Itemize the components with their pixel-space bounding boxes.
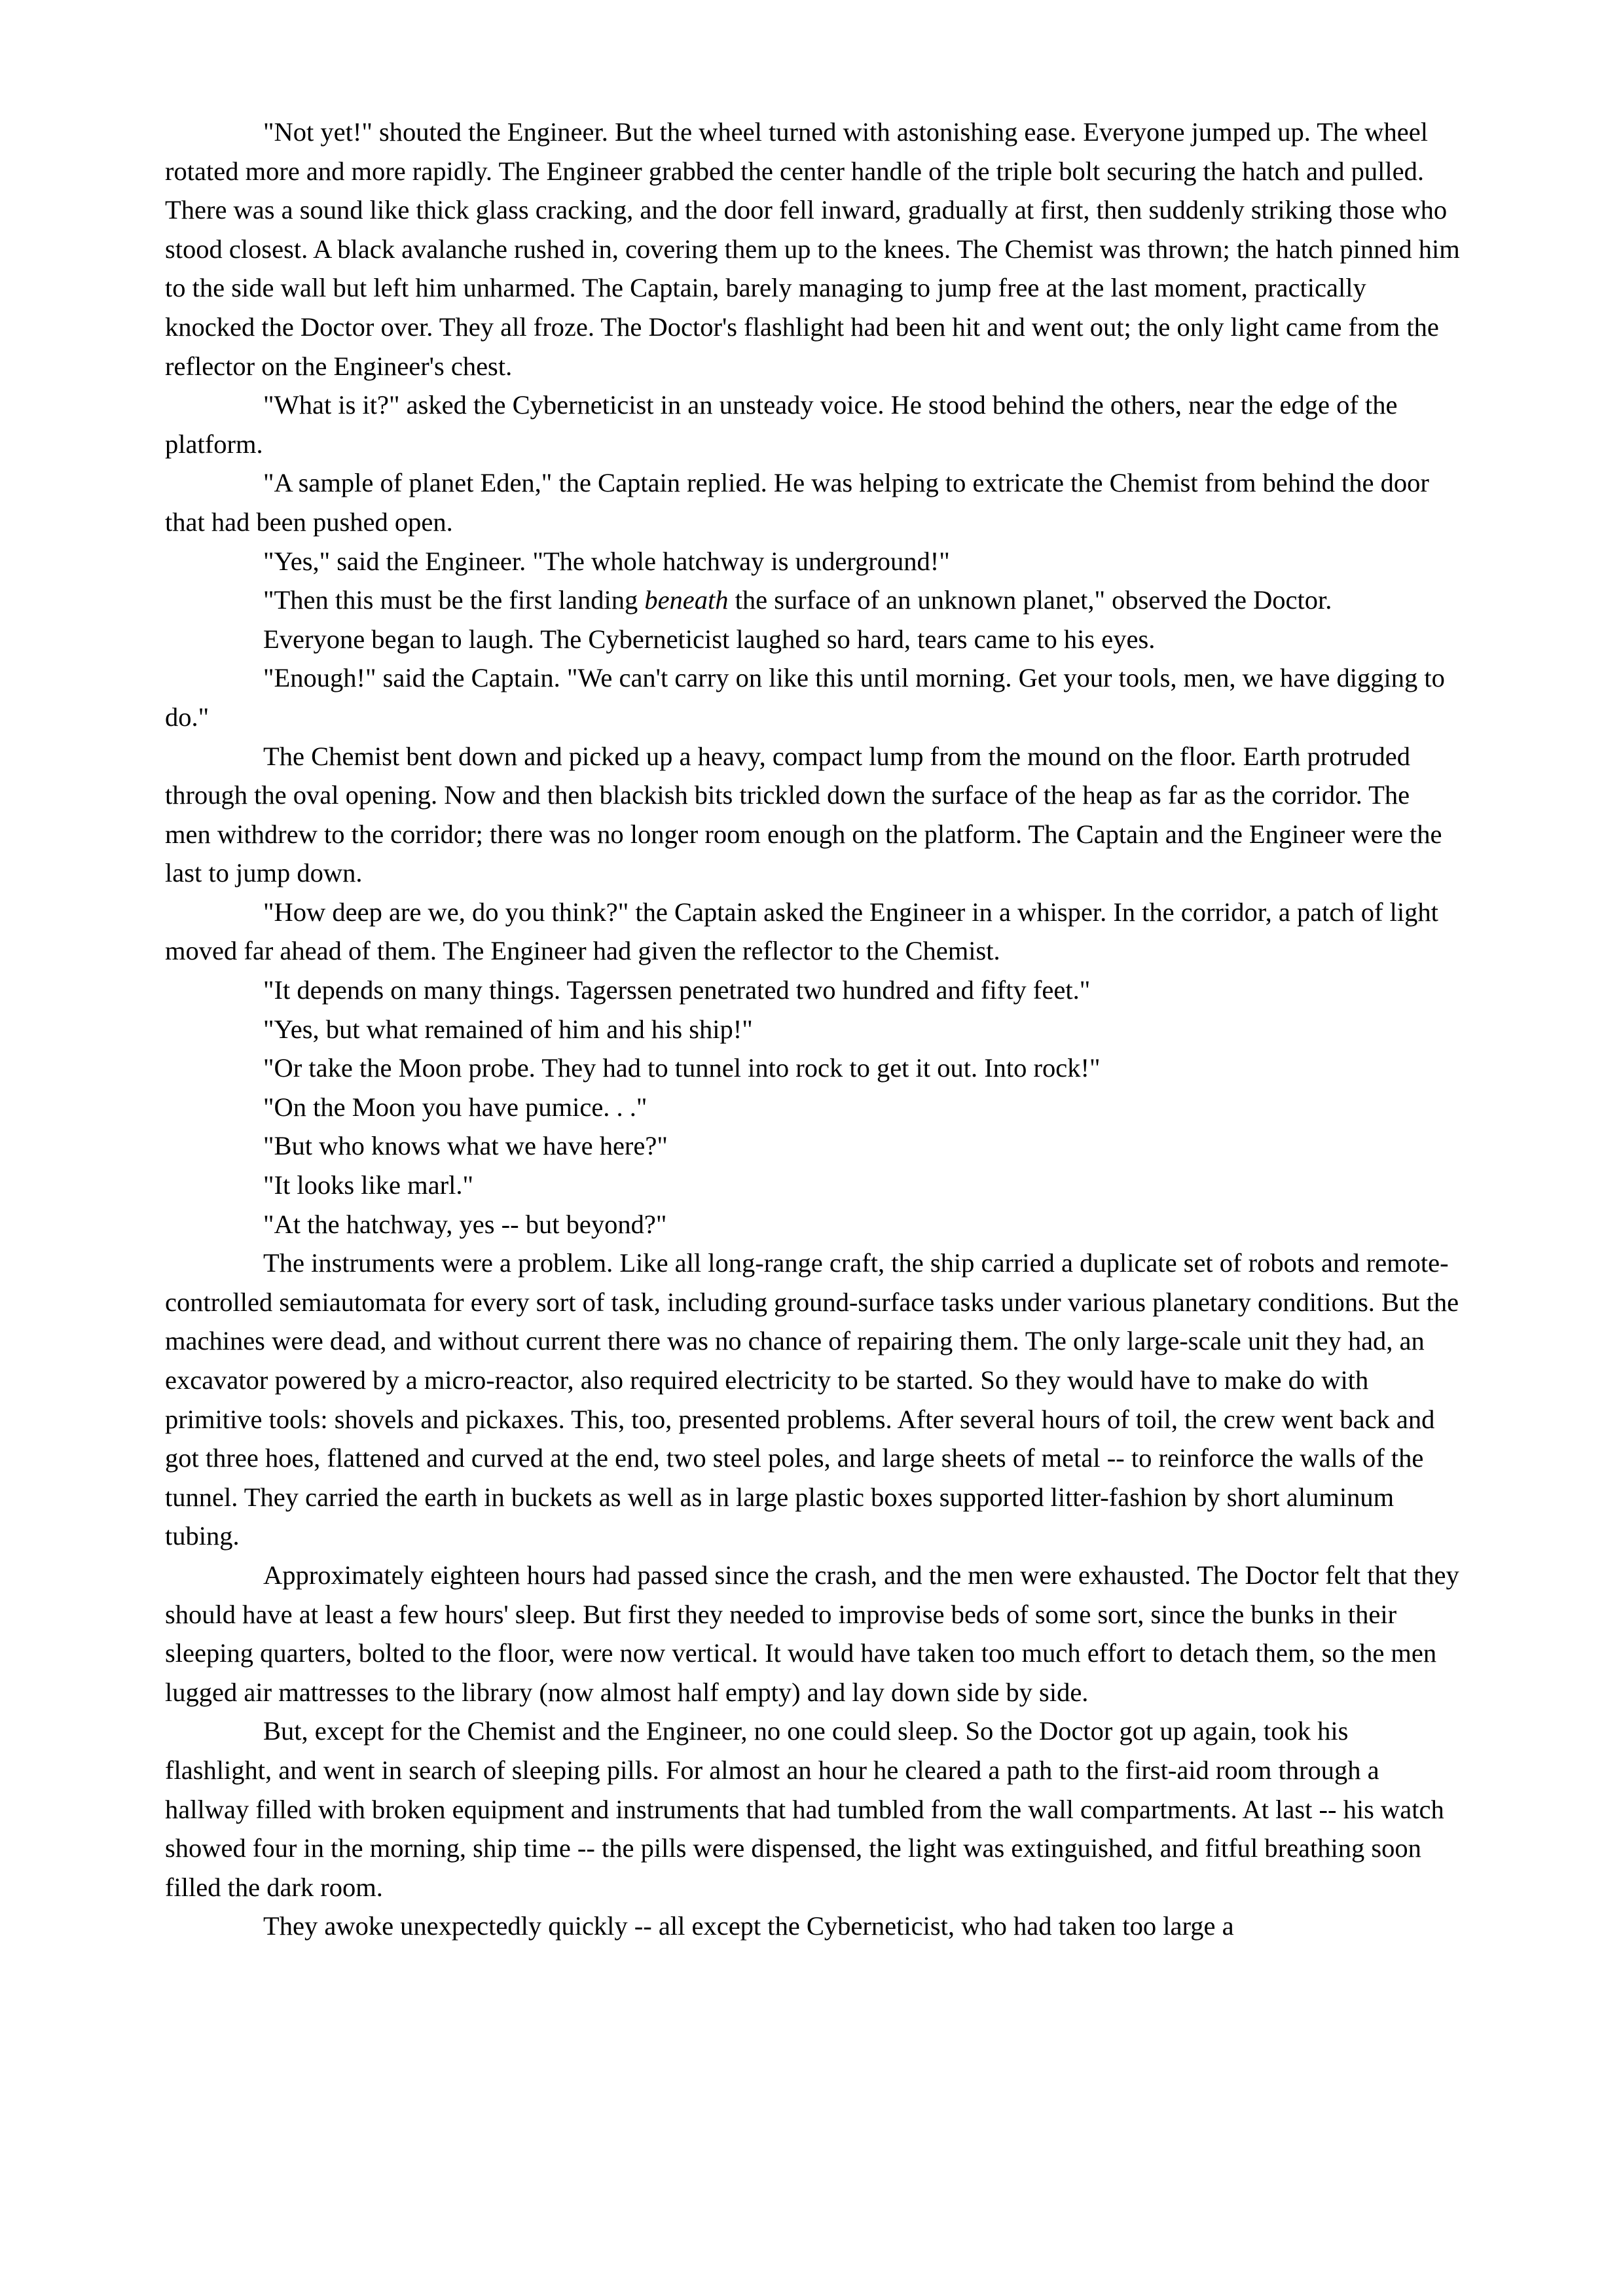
paragraph: The instruments were a problem. Like all long-range craft, the ship carried a duplicate set of robots and remote-controlled semiautomata for every sort of task, including ground-surface tasks under various planetary conditions. But the machines were dead, and without current there was no chance of repairing them. The only large-scale unit they had, an excavator powered by a micro-reactor, also required electricity to be started. So they would have to make do with primitive tools: shovels and pickaxes. This, too, presented problems. After several hours of toil, the crew went back and got three hoes, flattened and curved at the end, two steel poles, and large sheets of metal -- to reinforce the walls of the tunnel. They carried the earth in buckets as well as in large plastic boxes supported litter-fashion by short aluminum tubing. (165, 1248, 1459, 1551)
paragraph: "Enough!" said the Captain. "We can't carry on like this until morning. Get your tools, men, we have digging to do." (165, 663, 1445, 732)
paragraph: "A sample of planet Eden," the Captain replied. He was helping to extricate the Chemist from behind the door that had been pushed open. (165, 468, 1429, 537)
paragraph: The Chemist bent down and picked up a heavy, compact lump from the mound on the floor. Earth protruded through the oval opening. Now and then blackish bits trickled down the surface of the heap as far as the corridor. The men withdrew to the corridor; there was no longer room enough on the platform. The Captain and the Engineer were the last to jump down. (165, 741, 1442, 888)
emphasized-word: beneath (644, 585, 729, 615)
paragraph: Approximately eighteen hours had passed since the crash, and the men were exhausted. The Doctor felt that they should have at least a few hours' sleep. But first they needed to improvise beds of some sort, since the bunks in their sleeping quarters, bolted to the floor, were now vertical. It would have taken too much effort to detach them, so the men lugged air mattresses to the library (now almost half empty) and lay down side by side. (165, 1560, 1459, 1707)
paragraph: They awoke unexpectedly quickly -- all except the Cyberneticist, who had taken too large a (263, 1911, 1234, 1941)
paragraph: "Not yet!" shouted the Engineer. But the wheel turned with astonishing ease. Everyone jumped up. The wheel rotated more and more rapidly. The Engineer grabbed the center handle of the triple bolt securing the hatch and pulled. There was a sound like thick glass cracking, and the door fell inward, gradually at first, then suddenly striking those who stood closest. A black avalanche rushed in, covering them up to the knees. The Chemist was thrown; the hatch pinned him to the side wall but left him unharmed. The Captain, barely managing to jump free at the last moment, practically knocked the Doctor over. They all froze. The Doctor's flashlight had been hit and went out; the only light came from the reflector on the Engineer's chest. (165, 117, 1460, 381)
paragraph: "What is it?" asked the Cyberneticist in an unsteady voice. He stood behind the others, near the edge of the platform. (165, 390, 1398, 459)
paragraph: "On the Moon you have pumice. . ." (263, 1092, 647, 1122)
paragraph-text: "Then this must be the first landing (263, 585, 645, 615)
paragraph: "At the hatchway, yes -- but beyond?" (263, 1209, 667, 1239)
paragraph: "But who knows what we have here?" (263, 1131, 668, 1161)
paragraph: "It depends on many things. Tagerssen penetrated two hundred and fifty feet." (263, 975, 1091, 1005)
paragraph-text: the surface of an unknown planet," observed the Doctor. (728, 585, 1332, 615)
paragraph: "It looks like marl." (263, 1170, 474, 1200)
paragraph: "How deep are we, do you think?" the Captain asked the Engineer in a whisper. In the corridor, a patch of light moved far ahead of them. The Engineer had given the reflector to the Chemist. (165, 897, 1438, 966)
document-page (165, 113, 1461, 1946)
paragraph (165, 581, 1461, 620)
paragraph: "Yes," said the Engineer. "The whole hatchway is underground!" (263, 546, 950, 576)
paragraph: "Yes, but what remained of him and his ship!" (263, 1014, 753, 1044)
paragraph: But, except for the Chemist and the Engineer, no one could sleep. So the Doctor got up again, took his flashlight, and went in search of sleeping pills. For almost an hour he cleared a path to the first-aid room through a hallway filled with broken equipment and instruments that had tumbled from the wall compartments. At last -- his watch showed four in the morning, ship time -- the pills were dispensed, the light was extinguished, and fitful breathing soon filled the dark room. (165, 1716, 1444, 1902)
paragraph: "Or take the Moon probe. They had to tunnel into rock to get it out. Into rock!" (263, 1053, 1101, 1083)
paragraph: Everyone began to laugh. The Cyberneticist laughed so hard, tears came to his eyes. (263, 624, 1156, 654)
